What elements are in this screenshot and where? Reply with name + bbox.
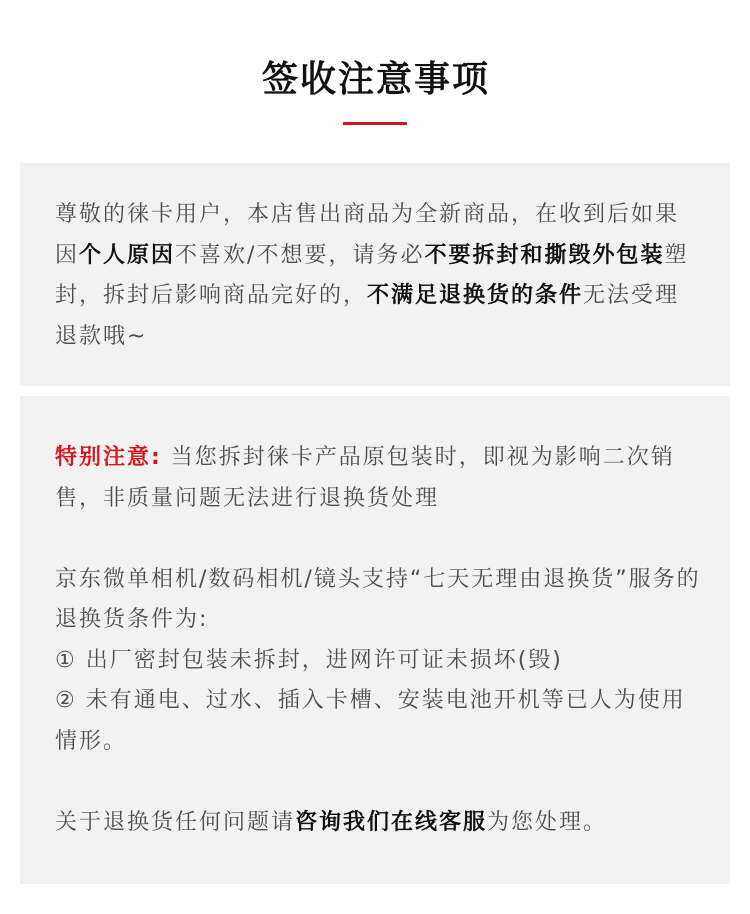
warning-label: 特别注意: bbox=[55, 445, 162, 470]
policy-box bbox=[20, 396, 730, 884]
warning-paragraph bbox=[55, 438, 710, 519]
page-title: 签收注意事项 bbox=[261, 59, 490, 100]
notice-emphasis-return-condition: 不满足退换货的条件 bbox=[367, 283, 584, 308]
warning-text: 当您拆封徕卡产品原包装时，即视为影响二次销 bbox=[161, 445, 675, 470]
notice-box bbox=[20, 163, 730, 386]
notice-text: 退款哦~ bbox=[55, 323, 148, 349]
condition-item-1 bbox=[55, 641, 710, 682]
notice-emphasis-do-not-unseal: 不要拆封和撕毁外包装 bbox=[424, 242, 665, 268]
contact-emphasis-online-service: 咨询我们在线客服 bbox=[295, 809, 488, 835]
condition-item-2-continued bbox=[55, 722, 710, 763]
contact-text: 关于退换货任何问题请 bbox=[55, 809, 296, 835]
condition-item-text: ② 未有通电、过水、插入卡槽、安装电池开机等已人为使用 bbox=[55, 688, 686, 713]
warning-line-1 bbox=[55, 438, 710, 479]
conditions-intro-line-1 bbox=[55, 560, 710, 601]
condition-item-text: ① 出厂密封包装未拆封，进网许可证未损坏(毁) bbox=[55, 647, 563, 673]
title-underline bbox=[343, 122, 407, 125]
notice-text: 塑 bbox=[664, 242, 689, 268]
conditions-paragraph bbox=[55, 560, 710, 763]
notice-line-2 bbox=[55, 236, 710, 277]
contact-line bbox=[55, 803, 710, 844]
notice-text: 封，拆封后影响商品完好的， bbox=[55, 283, 368, 308]
notice-text: 尊敬的徕卡用户，本店售出商品为全新商品，在收到后如果 bbox=[55, 202, 680, 227]
notice-paragraph bbox=[55, 195, 710, 357]
condition-item-text: 情形。 bbox=[55, 728, 128, 754]
notice-text: 不喜欢/不想要，请务必 bbox=[175, 242, 425, 268]
conditions-intro-text: 退换货条件为: bbox=[55, 607, 209, 632]
conditions-intro-text: 京东微单相机/数码相机/镜头支持“七天无理由退换货”服务的 bbox=[55, 566, 701, 592]
notice-text: 因 bbox=[55, 242, 80, 268]
notice-text: 无法受理 bbox=[583, 283, 680, 308]
notice-emphasis-personal-reason: 个人原因 bbox=[79, 242, 176, 268]
warning-text: 售，非质量问题无法进行退换货处理 bbox=[55, 485, 440, 511]
contact-text: 为您处理。 bbox=[487, 809, 608, 835]
warning-line-2 bbox=[55, 479, 710, 520]
notice-line-3 bbox=[55, 276, 710, 317]
notice-line-1 bbox=[55, 195, 710, 236]
contact-paragraph bbox=[55, 803, 710, 844]
notice-line-4 bbox=[55, 317, 710, 358]
condition-item-2 bbox=[55, 681, 710, 722]
conditions-intro-line-2 bbox=[55, 600, 710, 641]
